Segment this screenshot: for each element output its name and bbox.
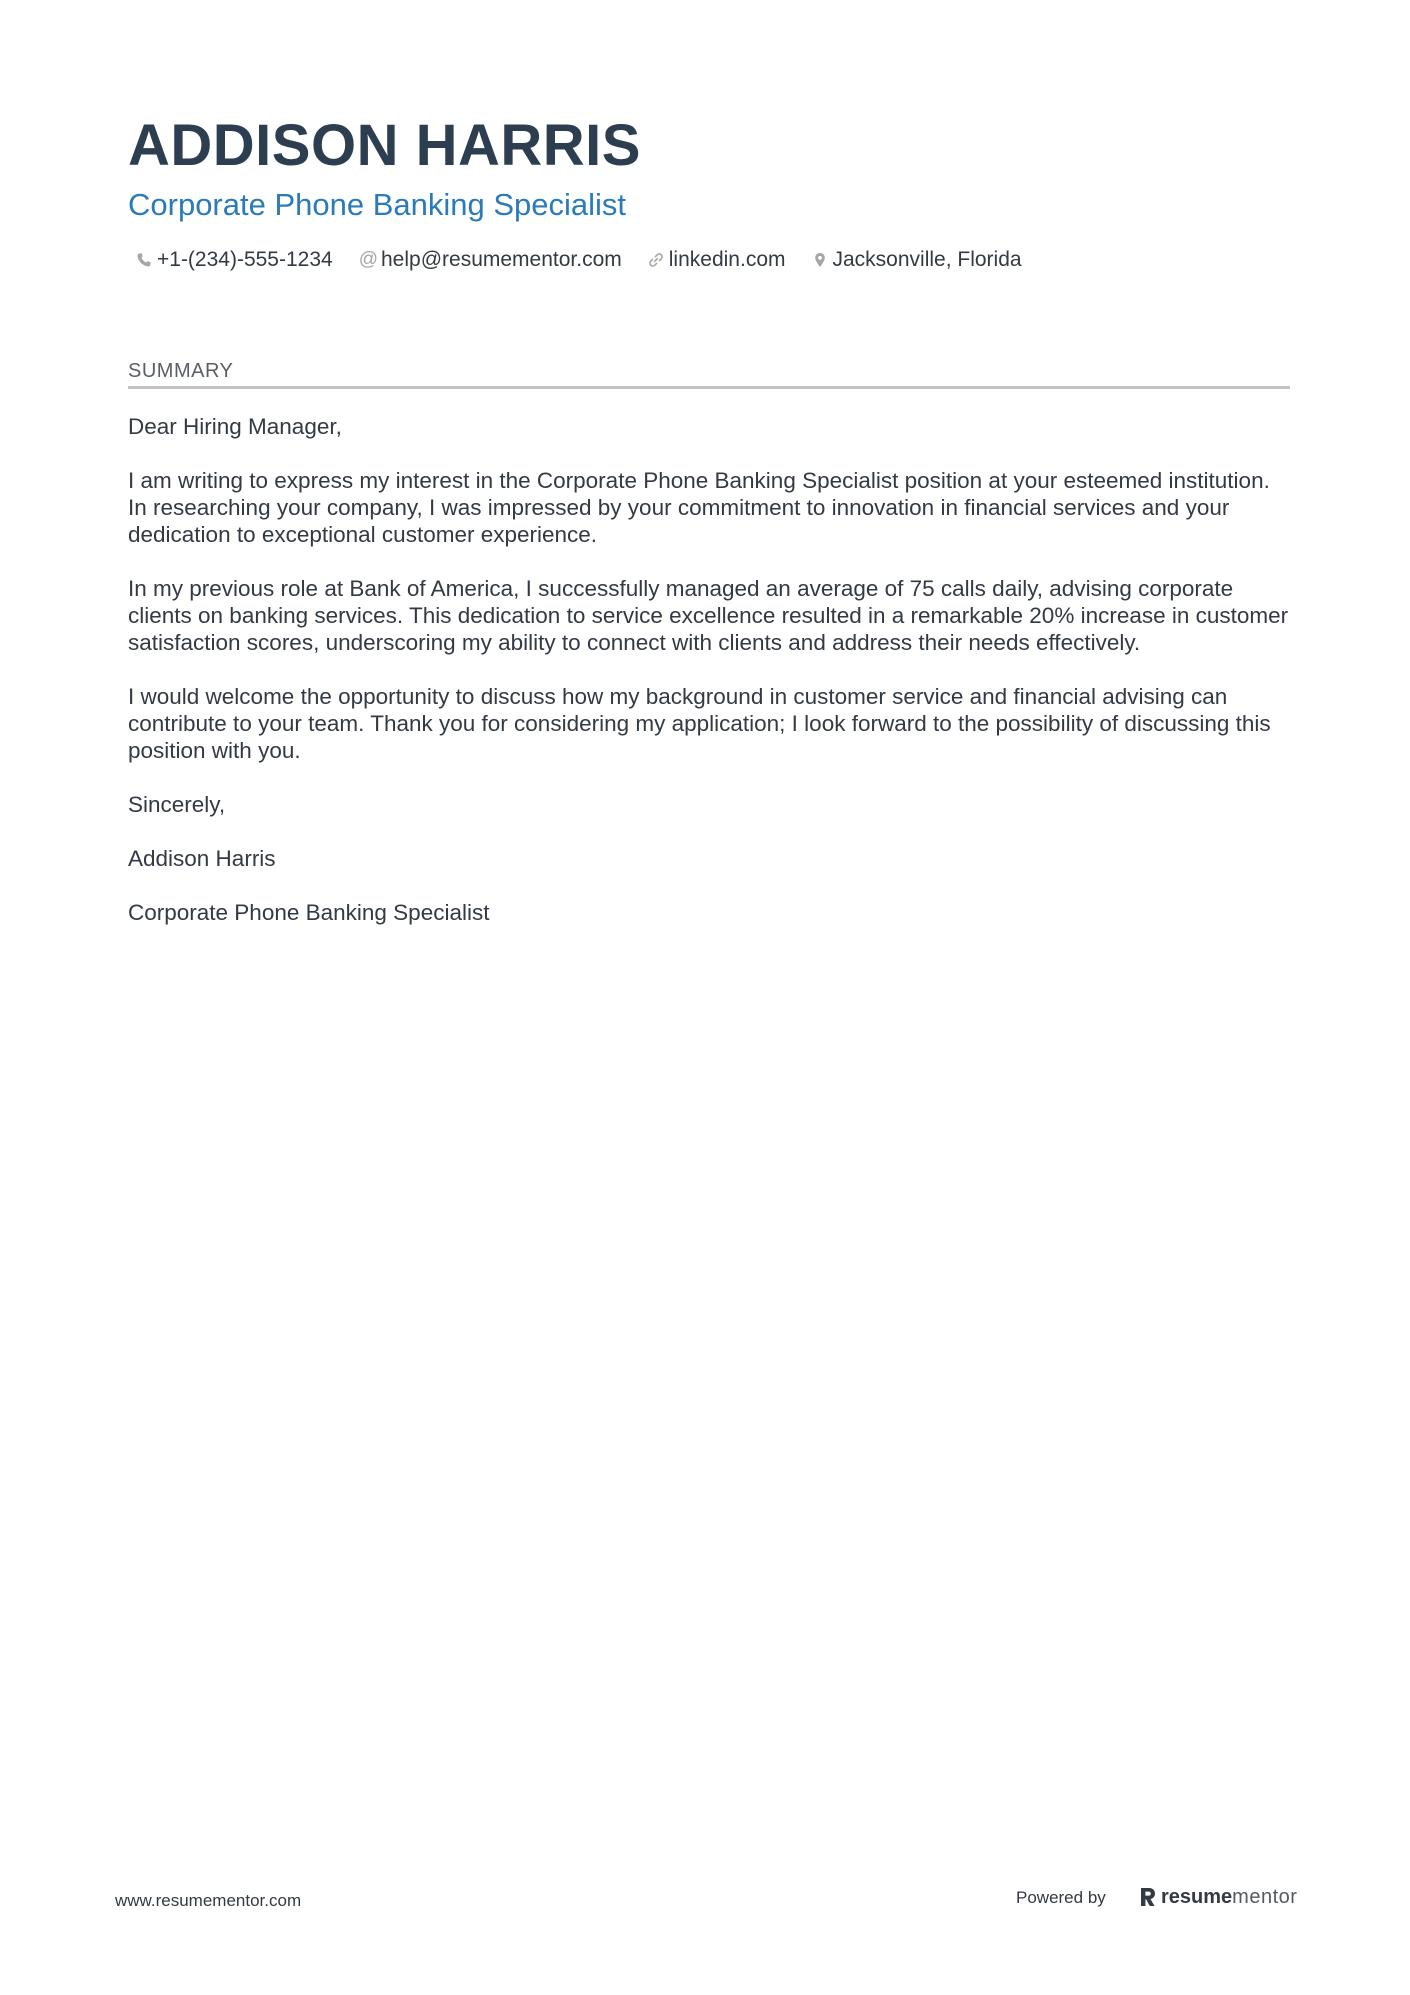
link-icon xyxy=(648,252,664,268)
contact-linkedin[interactable] xyxy=(648,248,786,272)
job-title: Corporate Phone Banking Specialist xyxy=(128,187,627,222)
brand-wordmark-resume: resume xyxy=(1161,1886,1233,1908)
closing: Sincerely, xyxy=(128,792,226,817)
contact-linkedin-text[interactable]: linkedin.com xyxy=(668,248,786,271)
footer-website-link[interactable]: www.resumementor.com xyxy=(115,1891,302,1910)
contact-bar xyxy=(136,244,1048,276)
contact-phone xyxy=(136,248,333,272)
letter-paragraph: In my previous role at Bank of America, I successfully managed an average of 75 calls daily, advising corporate clients on banking services. This dedication to service excellence resulted in a remarkable 20% increase in customer satisfaction scores, underscoring my ability to connect with clients and address their needs effectively. xyxy=(128,576,1289,655)
section-divider xyxy=(128,386,1290,389)
signature-title: Corporate Phone Banking Specialist xyxy=(128,900,490,925)
candidate-name: ADDISON HARRIS xyxy=(128,113,641,178)
contact-email-text[interactable]: help@resumementor.com xyxy=(381,248,622,271)
letter-body xyxy=(128,413,1290,953)
phone-icon xyxy=(136,252,152,268)
signature-name: Addison Harris xyxy=(128,846,276,871)
brand-wordmark xyxy=(1161,1884,1297,1910)
salutation: Dear Hiring Manager, xyxy=(128,414,342,439)
brand-wordmark-mentor: mentor xyxy=(1232,1886,1298,1908)
contact-location xyxy=(812,248,1022,272)
powered-by-label: Powered by xyxy=(1016,1888,1106,1907)
contact-email[interactable] xyxy=(359,248,622,272)
location-pin-icon xyxy=(812,252,828,268)
resumementor-logo[interactable] xyxy=(1139,1884,1297,1910)
at-icon: @ xyxy=(358,249,378,270)
contact-phone-text: +1-(234)-555-1234 xyxy=(157,248,333,271)
summary-heading: SUMMARY xyxy=(128,360,234,382)
contact-location-text: Jacksonville, Florida xyxy=(832,248,1022,271)
resumementor-logo-icon xyxy=(1139,1886,1157,1908)
letter-paragraph: I would welcome the opportunity to discuss how my background in customer service and financial advising can contribute to your team. Thank you for considering my application; I look forward to the possibility of discussing this position with you. xyxy=(128,684,1271,763)
letter-paragraph: I am writing to express my interest in the Corporate Phone Banking Specialist position at your esteemed institution. In researching your company, I was impressed by your commitment to innovation in financial services and your dedication to exceptional customer experience. xyxy=(128,468,1270,547)
